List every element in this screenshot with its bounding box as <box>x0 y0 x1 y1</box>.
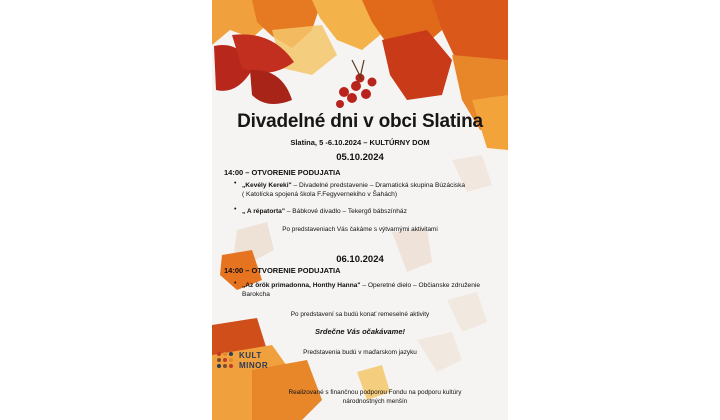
logo-line-2: MINOR <box>239 361 269 370</box>
event-name: „ A répatorta" <box>242 208 285 215</box>
day1-date: 05.10.2024 <box>336 152 384 163</box>
day1-event-1 <box>242 181 492 199</box>
bullet-icon: • <box>234 280 237 287</box>
event-desc-2: ( Katolícka spojená škola F.Fegyvernekiho v Šahách) <box>242 191 398 198</box>
day1-note: Po predstaveniach Vás čakáme s výtvarnými aktivitami <box>282 226 438 233</box>
kult-minor-logo <box>217 350 281 374</box>
rowan-berries-icon <box>336 74 377 109</box>
day2-time-line: 14:00 – OTVORENIE PODUJATIA <box>224 266 341 275</box>
poster-title: Divadelné dni v obci Slatina <box>237 111 483 132</box>
red-leaf-icon <box>250 70 292 104</box>
event-desc: – Operetné dielo – Občianske združenie <box>360 282 481 289</box>
bullet-icon: • <box>234 206 237 213</box>
logo-dots-icon <box>217 352 237 370</box>
bullet-icon: • <box>234 180 237 187</box>
event-desc: – Divadelné predstavenie – Dramatická skupina Búzáciska <box>291 182 466 189</box>
event-desc-2: Barokcha <box>242 291 270 298</box>
event-poster <box>212 0 508 420</box>
day2-date: 06.10.2024 <box>336 254 384 265</box>
poster-subtitle: Slatina, 5 -6.10.2024 – KULTÚRNY DOM <box>290 138 430 147</box>
day1-time-line: 14:00 – OTVORENIE PODUJATIA <box>224 168 341 177</box>
event-name: „Kevély Kereki" <box>242 182 292 189</box>
event-desc: – Bábkové divadlo – Tekergő bábszínház <box>284 208 407 215</box>
day2-event-1 <box>242 281 492 299</box>
day1-event-2 <box>242 207 492 216</box>
day2-note: Po predstavení sa budú konať remeselné aktivity <box>290 311 430 318</box>
funding-note-2: národnostných menšín <box>342 398 408 405</box>
logo-line-1: KULT <box>239 351 262 360</box>
maple-leaf-icon <box>382 30 452 100</box>
language-note: Predstavenia budú v maďarskom jazyku <box>303 349 417 356</box>
funding-note: Realizované s finančnou podporou Fondu na podporu kultúry <box>288 389 462 396</box>
event-name: „Az örök primadonna, Honthy Hanna" <box>242 282 361 289</box>
welcome-text: Srdečne Vás očakávame! <box>314 327 406 336</box>
